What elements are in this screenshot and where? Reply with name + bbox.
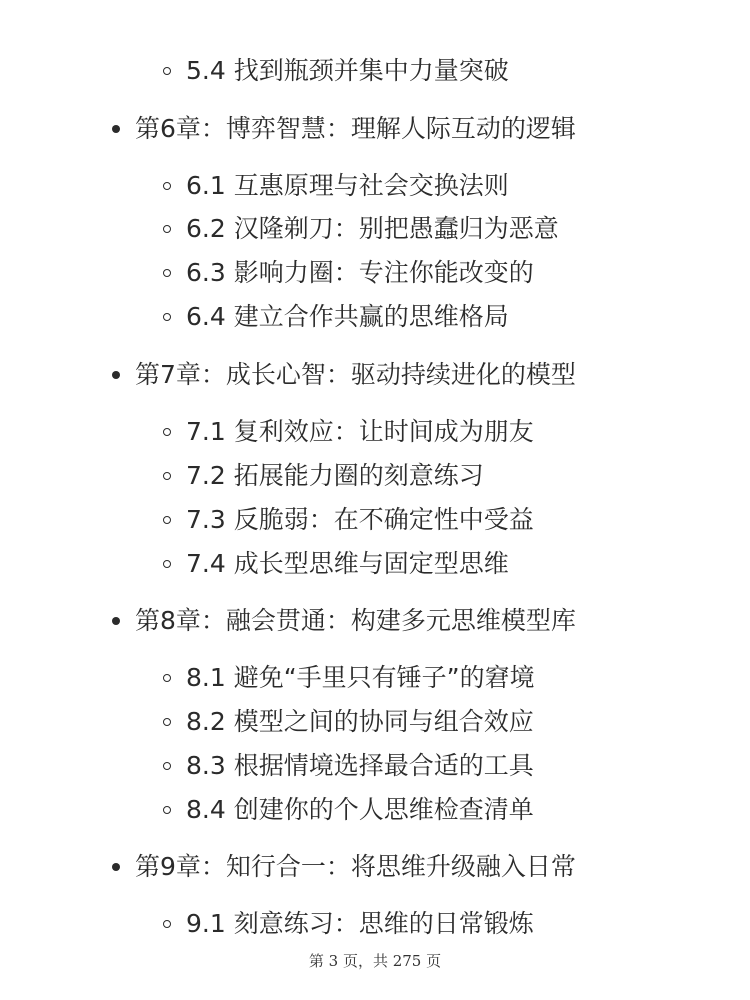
filled-disc-bullet-icon xyxy=(112,371,120,379)
toc-item-text: 8.4 创建你的个人思维检查清单 xyxy=(186,795,534,824)
toc-section-item xyxy=(163,459,484,493)
toc-section-item xyxy=(163,547,509,581)
toc-section-item xyxy=(163,705,534,739)
hollow-circle-bullet-icon xyxy=(163,920,171,928)
toc-item-text: 6.4 建立合作共赢的思维格局 xyxy=(186,302,509,331)
filled-disc-bullet-icon xyxy=(112,863,120,871)
toc-section-item xyxy=(163,415,534,449)
toc-chapter-item xyxy=(112,112,576,146)
hollow-circle-bullet-icon xyxy=(163,560,171,568)
toc-item-text: 7.2 拓展能力圈的刻意练习 xyxy=(186,461,484,490)
toc-section-item xyxy=(163,907,534,941)
toc-section-item xyxy=(163,661,535,695)
hollow-circle-bullet-icon xyxy=(163,674,171,682)
toc-section-item xyxy=(163,503,534,537)
filled-disc-bullet-icon xyxy=(112,125,120,133)
toc-section-item xyxy=(163,256,534,290)
hollow-circle-bullet-icon xyxy=(163,428,171,436)
toc-item-text: 6.2 汉隆剃刀：别把愚蠢归为恶意 xyxy=(186,214,559,243)
toc-item-text: 7.1 复利效应：让时间成为朋友 xyxy=(186,417,534,446)
toc-item-text: 7.3 反脆弱：在不确定性中受益 xyxy=(186,505,534,534)
toc-section-item xyxy=(163,169,509,203)
hollow-circle-bullet-icon xyxy=(163,225,171,233)
toc-chapter-item xyxy=(112,358,576,392)
toc-item-text: 第9章：知行合一：将思维升级融入日常 xyxy=(135,852,576,881)
toc-item-text: 8.1 避免“手里只有锤子”的窘境 xyxy=(186,663,535,692)
page-number-footer: 第 3 页，共 275 页 xyxy=(308,952,442,970)
toc-item-text: 6.3 影响力圈：专注你能改变的 xyxy=(186,258,534,287)
toc-item-text: 5.4 找到瓶颈并集中力量突破 xyxy=(186,56,509,85)
hollow-circle-bullet-icon xyxy=(163,718,171,726)
toc-section-item xyxy=(163,54,509,88)
toc-chapter-item xyxy=(112,850,576,884)
hollow-circle-bullet-icon xyxy=(163,762,171,770)
toc-section-item xyxy=(163,300,509,334)
hollow-circle-bullet-icon xyxy=(163,313,171,321)
toc-item-text: 8.3 根据情境选择最合适的工具 xyxy=(186,751,534,780)
hollow-circle-bullet-icon xyxy=(163,516,171,524)
toc-section-item xyxy=(163,749,534,783)
toc-item-text: 6.1 互惠原理与社会交换法则 xyxy=(186,171,509,200)
toc-item-text: 第8章：融会贯通：构建多元思维模型库 xyxy=(135,606,576,635)
hollow-circle-bullet-icon xyxy=(163,806,171,814)
toc-section-item xyxy=(163,212,559,246)
hollow-circle-bullet-icon xyxy=(163,472,171,480)
filled-disc-bullet-icon xyxy=(112,617,120,625)
toc-item-text: 8.2 模型之间的协同与组合效应 xyxy=(186,707,534,736)
hollow-circle-bullet-icon xyxy=(163,269,171,277)
toc-item-text: 第6章：博弈智慧：理解人际互动的逻辑 xyxy=(135,114,576,143)
toc-section-item xyxy=(163,793,534,827)
toc-item-text: 第7章：成长心智：驱动持续进化的模型 xyxy=(135,360,576,389)
toc-item-text: 9.1 刻意练习：思维的日常锻炼 xyxy=(186,909,534,938)
hollow-circle-bullet-icon xyxy=(163,67,171,75)
hollow-circle-bullet-icon xyxy=(163,182,171,190)
toc-item-text: 7.4 成长型思维与固定型思维 xyxy=(186,549,509,578)
toc-chapter-item xyxy=(112,604,576,638)
